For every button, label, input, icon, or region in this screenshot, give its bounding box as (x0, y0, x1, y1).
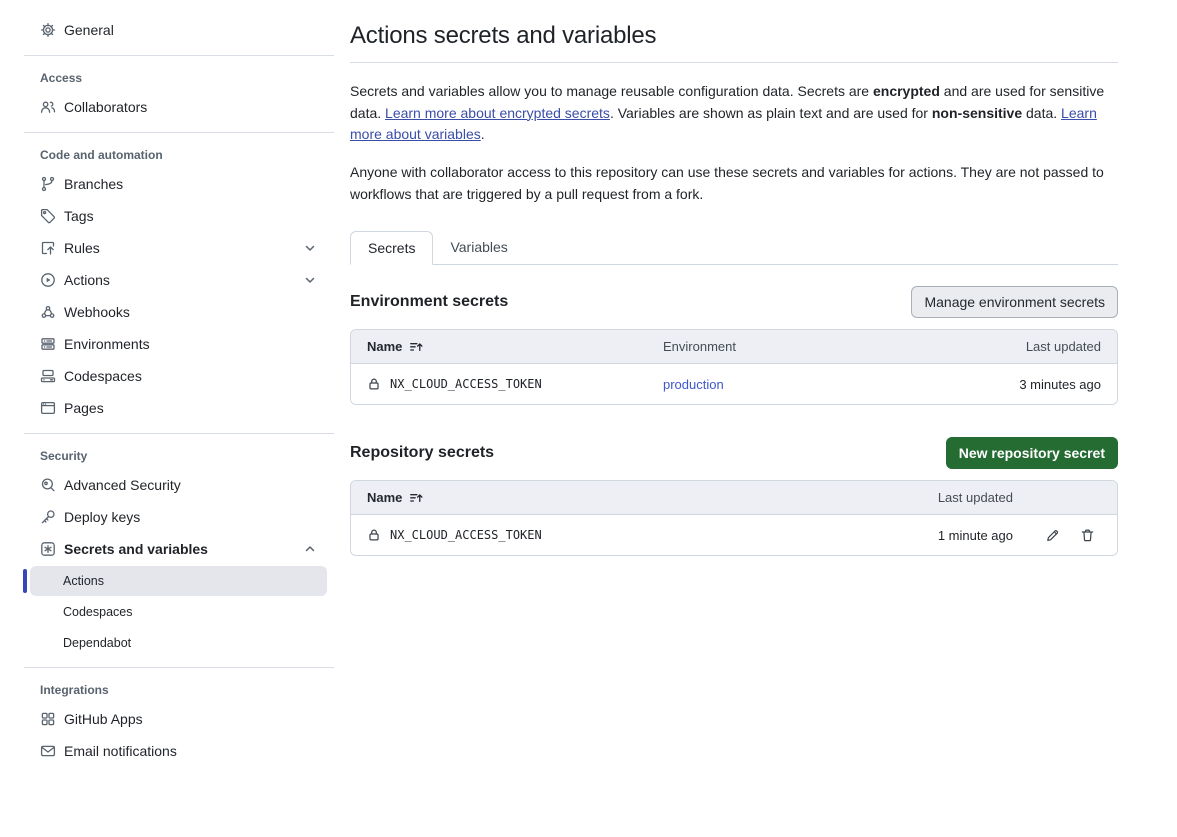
sidebar-item-collaborators[interactable] (0, 91, 334, 123)
environment-secrets-heading: Environment secrets (350, 293, 509, 311)
webhook-icon (40, 304, 56, 320)
sidebar-subitem-label: Codespaces (63, 605, 133, 619)
link-learn-variables[interactable]: Learn more about variables (350, 104, 1097, 143)
last-updated-cell: 1 minute ago (937, 527, 1013, 543)
play-icon (40, 272, 56, 288)
secret-name: NX_CLOUD_ACCESS_TOKEN (390, 528, 542, 543)
secret-name: NX_CLOUD_ACCESS_TOKEN (390, 377, 542, 392)
collaborator-paragraph: Anyone with collaborator access to this repository can use these secrets and variables for actions. They are not passed to workflows that are triggered by a pull request from a fork. (350, 164, 1104, 202)
page-title: Actions secrets and variables (350, 22, 657, 49)
lock-icon (367, 528, 381, 542)
people-icon (40, 99, 56, 115)
column-header-name[interactable] (351, 339, 663, 354)
row-actions (1021, 528, 1117, 543)
intro-bold-non-sensitive: non-sensitive (931, 104, 1023, 121)
sidebar-item-label: GitHub Apps (64, 711, 143, 727)
column-header-label: Name (367, 490, 403, 506)
sidebar-divider (24, 55, 334, 56)
sidebar-item-label: Advanced Security (64, 477, 181, 493)
sidebar-item-branches[interactable] (0, 168, 334, 200)
edit-secret-button[interactable] (1045, 528, 1060, 543)
sidebar-item-label: Collaborators (64, 99, 148, 115)
sidebar-item-rules[interactable] (0, 232, 334, 264)
intro-text: and are used for sensitive data. (350, 83, 1105, 121)
tab-variables[interactable]: Variables (450, 239, 508, 256)
repository-secrets-heading: Repository secrets (350, 444, 495, 462)
mail-icon (40, 743, 56, 759)
environment-secrets-table (350, 329, 1118, 405)
column-header-name[interactable] (351, 490, 881, 505)
browser-icon (40, 400, 56, 416)
delete-secret-button[interactable] (1080, 528, 1095, 543)
secret-name-cell (351, 377, 663, 391)
environment-cell (663, 377, 1019, 392)
settings-sidebar (0, 0, 334, 837)
sidebar-subitem-dependabot[interactable] (30, 628, 327, 658)
column-header-last-updated: Last updated (1025, 339, 1101, 355)
sidebar-item-github-apps[interactable] (0, 703, 334, 735)
environment-secrets-header (350, 286, 1118, 318)
secrets-variables-tabnav (350, 231, 1118, 265)
sidebar-item-webhooks[interactable] (0, 296, 334, 328)
sidebar-subitem-actions[interactable] (30, 566, 327, 596)
environment-secret-row (351, 364, 1117, 404)
column-header-label: Name (367, 339, 403, 355)
sidebar-divider (24, 667, 334, 668)
intro-text: . (480, 126, 485, 143)
sidebar-item-pages[interactable] (0, 392, 334, 424)
tag-icon (40, 208, 56, 224)
repository-secret-row (351, 515, 1117, 555)
environment-secrets-table-header (351, 330, 1117, 364)
new-repository-secret-button[interactable]: New repository secret (946, 437, 1118, 469)
git-branch-icon (40, 176, 56, 192)
tab-secrets[interactable]: Secrets (350, 231, 433, 265)
rules-icon (40, 240, 56, 256)
intro-text: data. (1022, 104, 1062, 121)
intro-bold-encrypted: encrypted (872, 83, 940, 99)
column-header-environment: Environment (663, 339, 736, 355)
sidebar-item-label: Actions (64, 272, 110, 288)
sidebar-item-deploy-keys[interactable] (0, 501, 334, 533)
sidebar-item-label: Webhooks (64, 304, 130, 320)
sidebar-divider (24, 132, 334, 133)
key-icon (40, 509, 56, 525)
sidebar-section-security: Security (40, 449, 88, 463)
sidebar-item-advanced-security[interactable] (0, 469, 334, 501)
sidebar-item-label: Pages (64, 400, 104, 416)
repository-secrets-header (350, 437, 1118, 469)
apps-grid-icon (40, 711, 56, 727)
repository-secrets-table-header (351, 481, 1117, 515)
sidebar-item-tags[interactable] (0, 200, 334, 232)
sidebar-item-label: Rules (64, 240, 100, 256)
gear-icon (40, 22, 56, 38)
environment-link-production[interactable]: production (663, 376, 724, 392)
sidebar-item-label: Branches (64, 176, 124, 192)
sidebar-item-environments[interactable] (0, 328, 334, 360)
sidebar-item-general[interactable] (0, 14, 334, 46)
lock-icon (367, 377, 381, 391)
intro-text: Secrets and variables allow you to manage reusable configuration data. Secrets are (350, 83, 873, 99)
sort-ascending-icon (409, 340, 423, 354)
code-scan-icon (40, 477, 56, 493)
sidebar-item-label: Secrets and variables (64, 541, 208, 557)
last-updated-cell: 3 minutes ago (1019, 376, 1101, 392)
title-divider (350, 62, 1118, 63)
secret-name-cell (351, 528, 881, 542)
manage-environment-secrets-button[interactable]: Manage environment secrets (911, 286, 1118, 318)
intro-paragraph (350, 81, 1118, 146)
sidebar-subitem-label: Dependabot (63, 636, 132, 650)
sidebar-item-label: Codespaces (64, 368, 142, 384)
sidebar-item-actions[interactable] (0, 264, 334, 296)
main-content (334, 0, 1177, 837)
sidebar-subitem-label: Actions (63, 574, 104, 588)
sidebar-item-secrets-and-variables[interactable] (0, 533, 334, 565)
sidebar-item-label: General (64, 22, 114, 38)
codespaces-icon (40, 368, 56, 384)
repository-secrets-table (350, 480, 1118, 556)
asterisk-box-icon (40, 541, 56, 557)
sidebar-item-email-notifications[interactable] (0, 735, 334, 767)
sidebar-section-integrations: Integrations (40, 683, 109, 697)
sidebar-section-code-automation: Code and automation (40, 148, 163, 162)
sidebar-item-codespaces[interactable] (0, 360, 334, 392)
sidebar-item-label: Tags (64, 208, 94, 224)
column-header-last-updated: Last updated (937, 490, 1013, 506)
intro-text: . Variables are shown as plain text and are used for (609, 104, 932, 121)
sidebar-item-label: Deploy keys (64, 509, 141, 525)
sort-ascending-icon (409, 491, 423, 505)
chevron-down-icon (302, 240, 318, 256)
chevron-up-icon (302, 541, 318, 557)
sidebar-section-access: Access (40, 71, 83, 85)
sidebar-subitem-codespaces[interactable] (30, 597, 327, 627)
server-icon (40, 336, 56, 352)
chevron-down-icon (302, 272, 318, 288)
link-learn-encrypted-secrets[interactable]: Learn more about encrypted secrets (385, 104, 610, 121)
sidebar-item-label: Email notifications (64, 743, 177, 759)
sidebar-divider (24, 433, 334, 434)
sidebar-item-label: Environments (64, 336, 150, 352)
